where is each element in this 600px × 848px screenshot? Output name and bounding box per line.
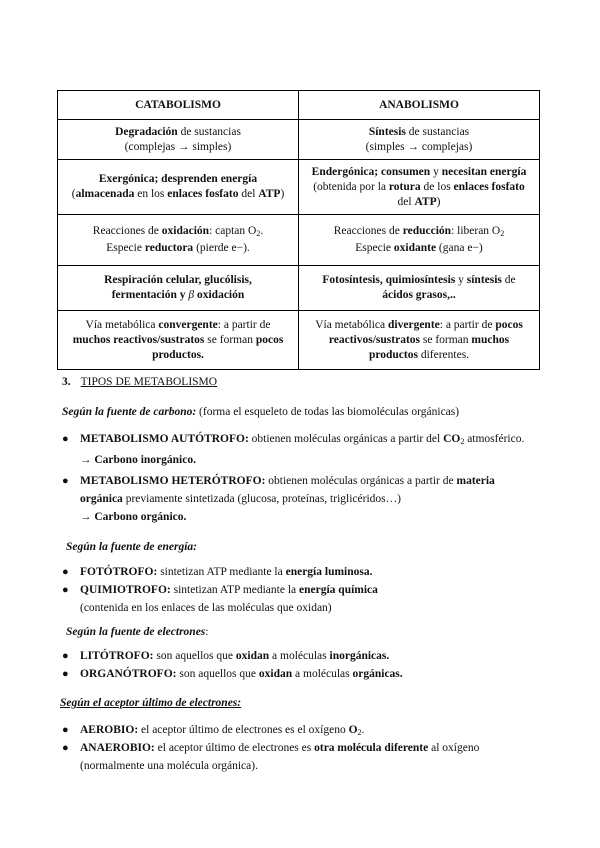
- table-row: [58, 120, 540, 160]
- header-anabolismo: ANABOLISMO: [299, 91, 540, 120]
- carbon-criterion: Según la fuente de carbono: (forma el esqueleto de todas las biomoléculas orgánicas): [62, 406, 460, 418]
- table-cell: Endergónica; consumen y necesitan energía (obtenida por la rotura de los enlaces fosfato del ATP): [299, 160, 540, 215]
- table-cell: Reacciones de oxidación: captan $O_2$. Especie reductora (pierde e−).: [58, 215, 299, 266]
- table-row: [58, 266, 540, 311]
- table-cell: Exergónica; desprenden energía (almacenada en los enlaces fosfato del ATP): [58, 160, 299, 215]
- table-cell: Vía metabólica divergente: a partir de pocos reactivos/sustratos se forman muchos productos diferentes.: [299, 311, 540, 370]
- table-row: [58, 160, 540, 215]
- bullet-icon: ●: [62, 433, 69, 445]
- table-header-row: [58, 91, 540, 120]
- table-row: [58, 215, 540, 266]
- table-cell: Síntesis de sustancias (simples → complejas): [299, 120, 540, 160]
- acceptor-criterion: Según el aceptor último de electrones:: [60, 697, 242, 709]
- header-catabolismo: CATABOLISMO: [58, 91, 299, 120]
- bullet-icon: ●: [62, 475, 69, 487]
- bullet-icon: ●: [62, 724, 69, 736]
- bullet-icon: ●: [62, 668, 69, 680]
- table-cell: Fotosíntesis, quimiosíntesis y síntesis de ácidos grasos,..: [299, 266, 540, 311]
- table-cell: Reacciones de reducción: liberan $O_2$ Especie oxidante (gana e−): [299, 215, 540, 266]
- section-heading: 3. TIPOS DE METABOLISMO: [62, 376, 218, 388]
- energy-criterion: Según la fuente de energía:: [66, 541, 197, 553]
- table-row: [58, 311, 540, 370]
- document-page: CATABOLISMO ANABOLISMO Degradación de sustancias (complejas → simples) Síntesis de sustancias (simples → complejas) Exergónica; desprenden energía (almacenada en los enlaces fosfato del ATP) Endergónica; consumen y necesitan energía (obtenida por la rotura de los enlaces fosfato del ATP) Reacciones de oxidación: captan $O_2$. Especie reductora (pierde e−). Reacciones de reducción: liberan $O_2$ Especie oxidante (gana e−) Respiración celular, glucólisis, fermentación y β oxidación Fotosíntesis, quimiosíntesis y síntesis de ácidos grasos,.. Vía metabólica convergente: a partir de muchos reactivos/sustratos se forman pocos productos. Vía metabólica divergente: a partir de pocos reactivos/sustratos se forman muchos productos diferentes. 3. TIPOS DE METABOLISMO Según la fuente de carbono: (forma el esqueleto de todas las biomoléculas orgánicas) ● METABOLISMO AUTÓTROFO: obtienen moléculas orgánicas a partir del $CO_2$ atmosférico. → Carbono inorgánico. ● METABOLISMO HETERÓTROFO: obtienen moléculas orgánicas a partir de materia orgánica previamente sintetizada (glucosa, proteínas, triglicéridos…) → Carbono orgánico. Según la fuente de energía: ● FOTÓTROFO: sintetizan ATP mediante la energía luminosa. ● QUIMIOTROFO: sintetizan ATP mediante la energía química (contenida en los enlaces de las moléculas que oxidan) Según la fuente de electrones: ● LITÓTROFO: son aquellos que oxidan a moléculas inorgánicas. ● ORGANÓTROFO: son aquellos que oxidan a moléculas orgánicas. Según el aceptor último de electrones: ● AEROBIO: el aceptor último de electrones es el oxígeno $O_2$. ● ANAEROBIO: el aceptor último de electrones es otra molécula diferente al oxígeno (normalmente una molécula orgánica).: [0, 0, 600, 848]
- electron-criterion: Según la fuente de electrones:: [66, 626, 209, 638]
- bullet-icon: ●: [62, 566, 69, 578]
- bullet-icon: ●: [62, 742, 69, 754]
- comparison-table: [57, 90, 540, 370]
- table-cell: Degradación de sustancias (complejas → simples): [58, 120, 299, 160]
- table-cell: Vía metabólica convergente: a partir de muchos reactivos/sustratos se forman pocos productos.: [58, 311, 299, 370]
- bullet-icon: ●: [62, 650, 69, 662]
- table-cell: Respiración celular, glucólisis, fermentación y β oxidación: [58, 266, 299, 311]
- bullet-icon: ●: [62, 584, 69, 596]
